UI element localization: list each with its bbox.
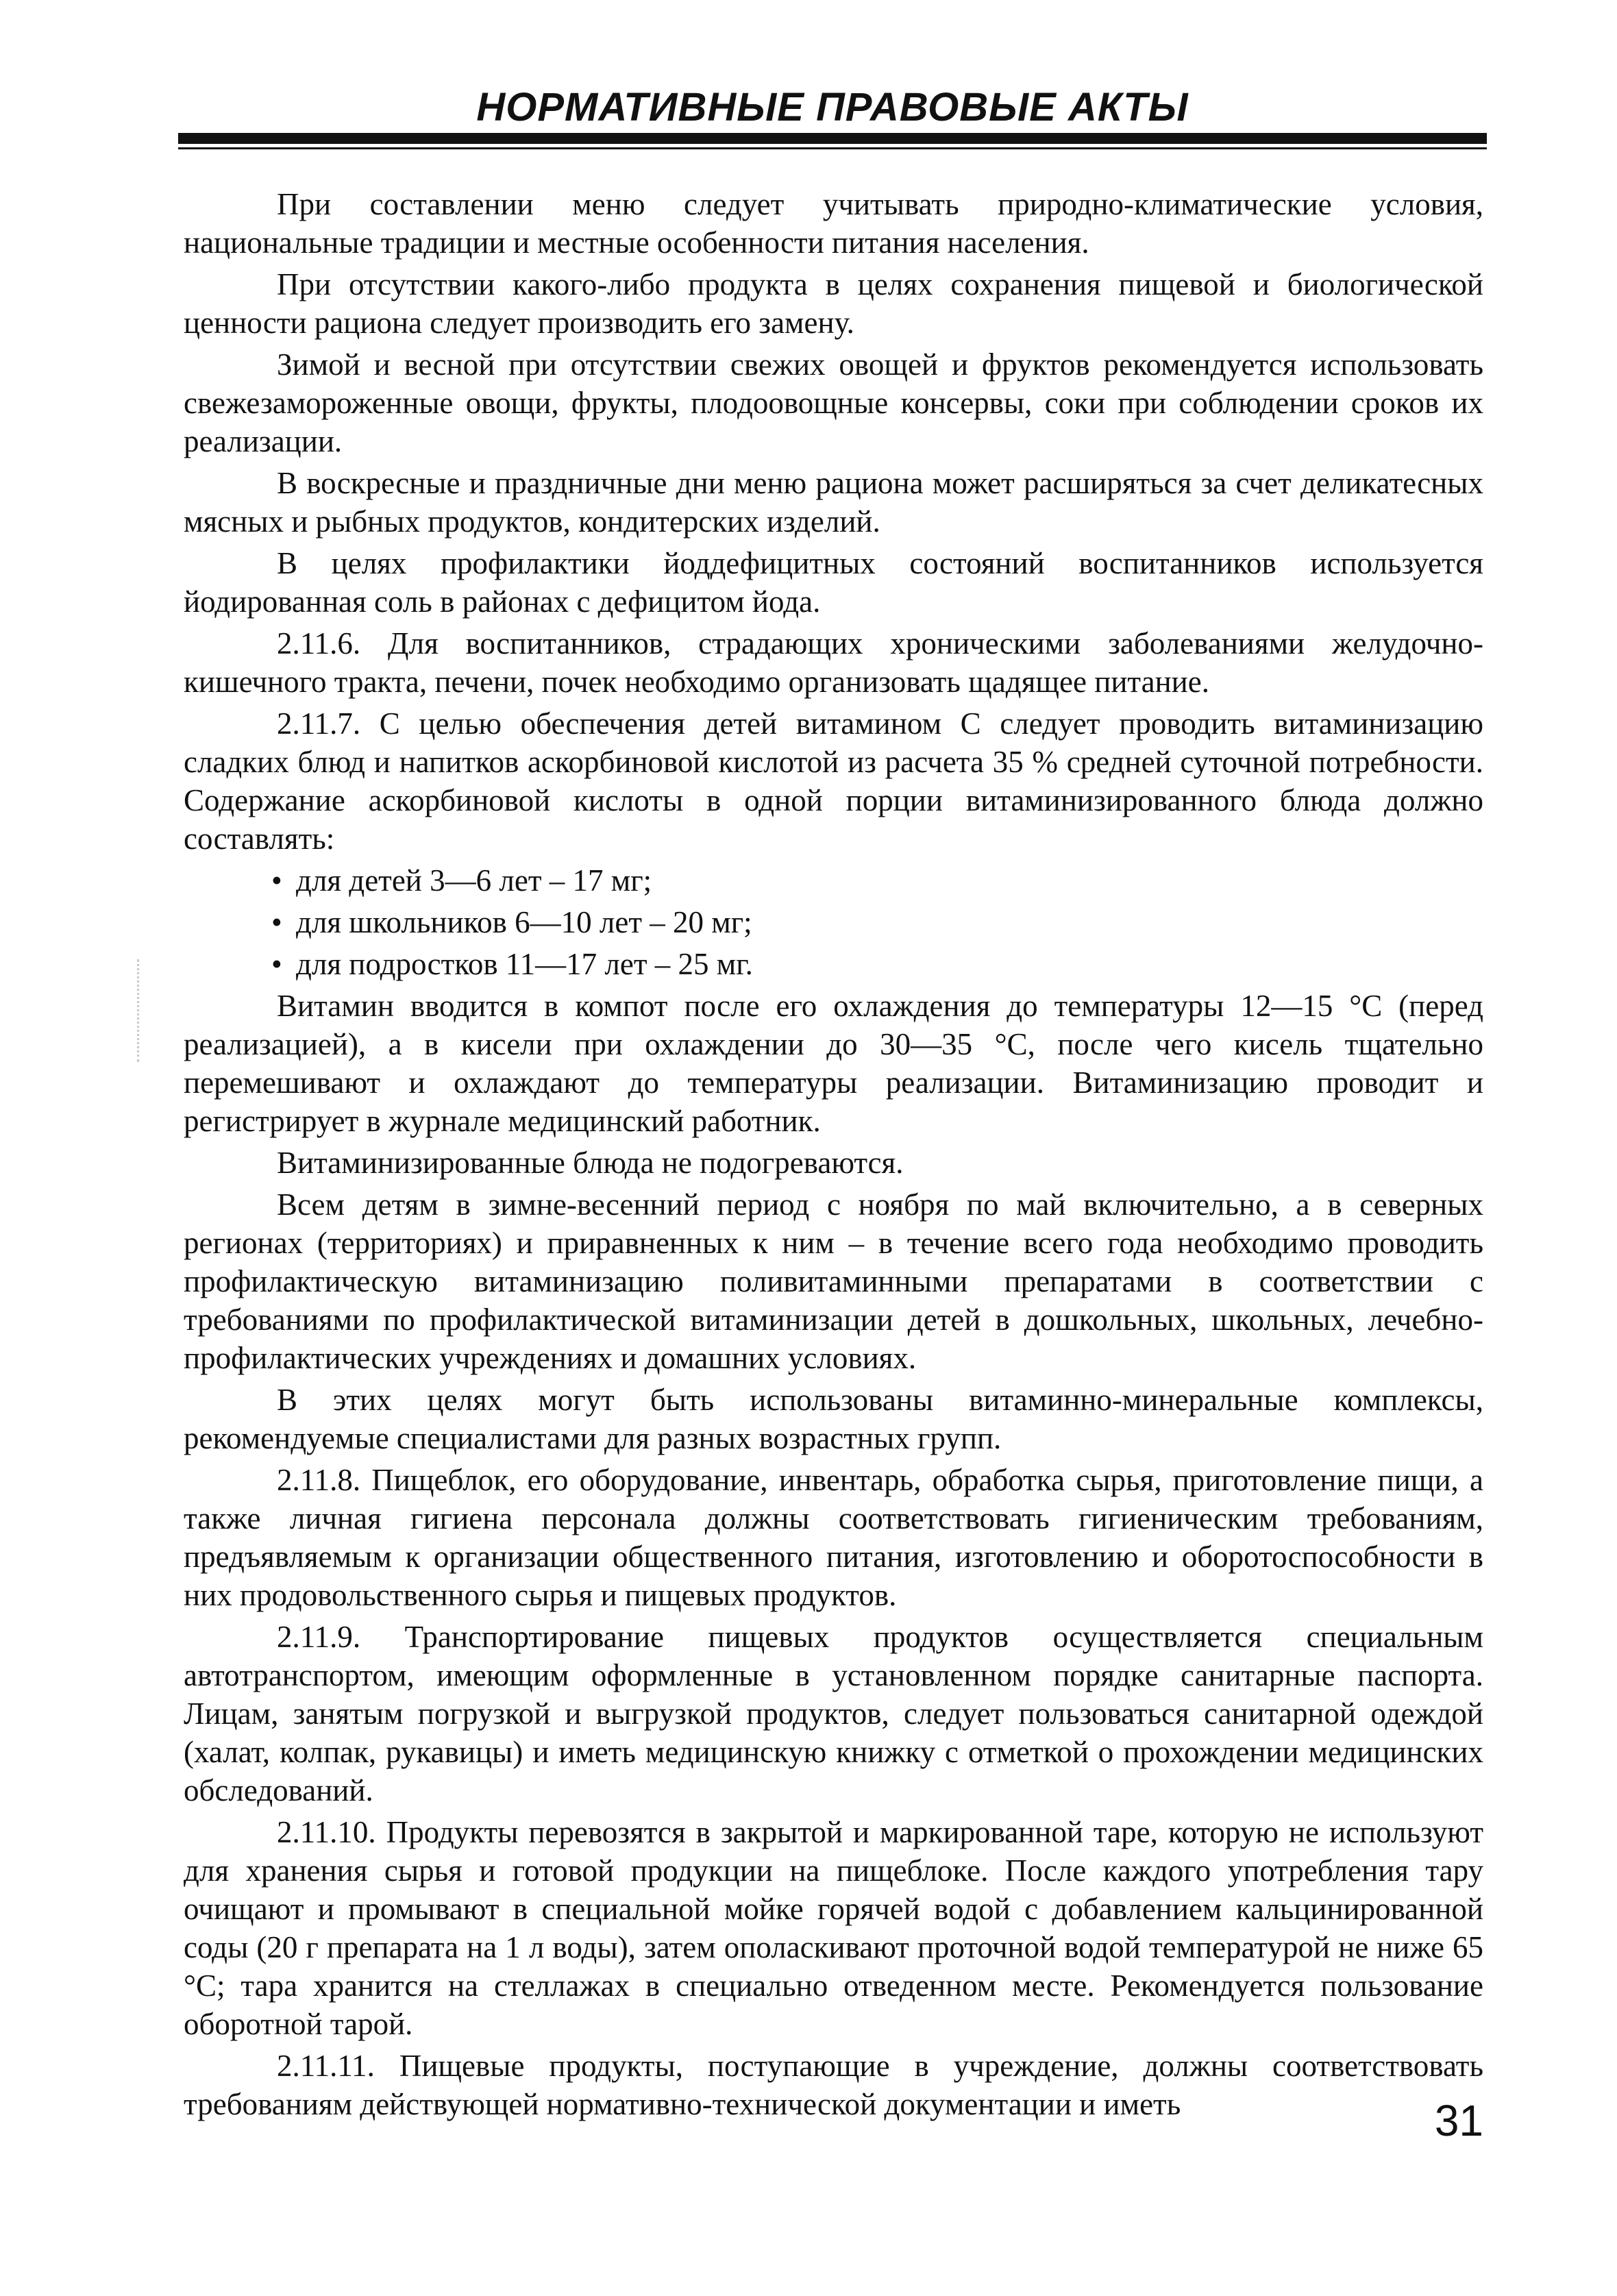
paragraph-2-11-7: 2.11.7. С целью обеспечения детей витамином С следует проводить витаминизацию сладких блюд и напитков аскорбиновой кислотой из расчета 35 % средней суточной потребности. Содержание аскорбиновой кислоты в одной порции витаминизированного блюда должно составлять: [184, 706, 1483, 856]
header-rule-thick [178, 133, 1487, 144]
list-item-text: для школьников 6—10 лет – 20 мг; [296, 905, 752, 939]
list-item [184, 903, 1483, 941]
page-number: 31 [1434, 2096, 1483, 2145]
list-item [184, 945, 1483, 983]
vitamin-dose-list [184, 861, 1483, 983]
paragraph-no-reheating: Витаминизированные блюда не подогреваются. [277, 1146, 904, 1180]
margin-scan-marks [137, 959, 143, 1062]
bullet-icon: • [271, 863, 282, 898]
running-header-title: НОРМАТИВНЫЕ ПРАВОВЫЕ АКТЫ [476, 85, 1189, 129]
paragraph-2-11-11: 2.11.11. Пищевые продукты, поступающие в учреждение, должны соответствовать требованиям действующей нормативно-технической документации и иметь [184, 2049, 1483, 2121]
paragraph-menu-conditions: При составлении меню следует учитывать природно-климатические условия, национальные традиции и местные особенности питания населения. [184, 187, 1483, 260]
list-item-text: для детей 3—6 лет – 17 мг; [296, 863, 652, 898]
paragraph-vitamin-compote: Витамин вводится в компот после его охлаждения до температуры 12—15 °С (перед реализацией), а в кисели при охлаждении до 30—35 °С, после чего кисель тщательно перемешивают и охлаждают до температуры реализации. Витаминизацию проводит и регистрирует в журнале медицинский работник. [184, 989, 1483, 1138]
paragraph-2-11-6: 2.11.6. Для воспитанников, страдающих хроническими заболеваниями желудочно-кишечного тракта, печени, почек необходимо организовать щадящее питание. [184, 626, 1483, 699]
list-item [184, 861, 1483, 900]
paragraph-2-11-9: 2.11.9. Транспортирование пищевых продуктов осуществляется специальным автотранспортом, имеющим оформленные в установленном порядке санитарные паспорта. Лицам, занятым погрузкой и выгрузкой продуктов, следует пользоваться санитарной одеждой (халат, колпак, рукавицы) и иметь медицинскую книжку с отметкой о прохождении медицинских обследований. [184, 1620, 1483, 1807]
paragraph-seasonal-vitaminization: Всем детям в зимне-весенний период с ноября по май включительно, а в северных регионах (территориях) и приравненных к ним – в течение всего года необходимо проводить профилактическую витаминизацию поливитаминными препаратами в соответствии с требованиями по профилактической витаминизации детей в дошкольных, школьных, лечебно-профилактических учреждениях и домашних условиях. [184, 1187, 1483, 1375]
list-item-text: для подростков 11—17 лет – 25 мг. [296, 947, 753, 981]
paragraph-winter-spring: Зимой и весной при отсутствии свежих овощей и фруктов рекомендуется использовать свежезамороженные овощи, фрукты, плодоовощные консервы, соки при соблюдении сроков их реализации. [184, 347, 1483, 458]
header-rule-thin [178, 147, 1487, 149]
paragraph-2-11-10: 2.11.10. Продукты перевозятся в закрытой и маркированной таре, которую не используют для хранения сырья и готовой продукции на пищеблоке. После каждого употребления тару очищают и промывают в специальной мойке горячей водой с добавлением кальцинированной соды (20 г препарата на 1 л воды), затем ополаскивают проточной водой температурой не ниже 65 °С; тара хранится на стеллажах в специально отведенном месте. Рекомендуется пользование оборотной тарой. [184, 1815, 1483, 2041]
paragraph-holidays: В воскресные и праздничные дни меню рациона может расширяться за счет деликатесных мясных и рыбных продуктов, кондитерских изделий. [184, 466, 1483, 539]
paragraph-iodized-salt: В целях профилактики йоддефицитных состояний воспитанников используется йодированная соль в районах с дефицитом йода. [184, 546, 1483, 619]
bullet-icon: • [271, 947, 282, 981]
body-text [184, 185, 1483, 2127]
paragraph-2-11-8: 2.11.8. Пищеблок, его оборудование, инвентарь, обработка сырья, приготовление пищи, а также личная гигиена персонала должны соответствовать гигиеническим требованиям, предъявляемым к организации общественного питания, изготовлению и оборотоспособности в них продовольственного сырья и пищевых продуктов. [184, 1463, 1483, 1612]
paragraph-product-replacement: При отсутствии какого-либо продукта в целях сохранения пищевой и биологической ценности рациона следует производить его замену. [184, 267, 1483, 340]
bullet-icon: • [271, 905, 282, 939]
paragraph-vitamin-complexes: В этих целях могут быть использованы витаминно-минеральные комплексы, рекомендуемые специалистами для разных возрастных групп. [184, 1383, 1483, 1455]
